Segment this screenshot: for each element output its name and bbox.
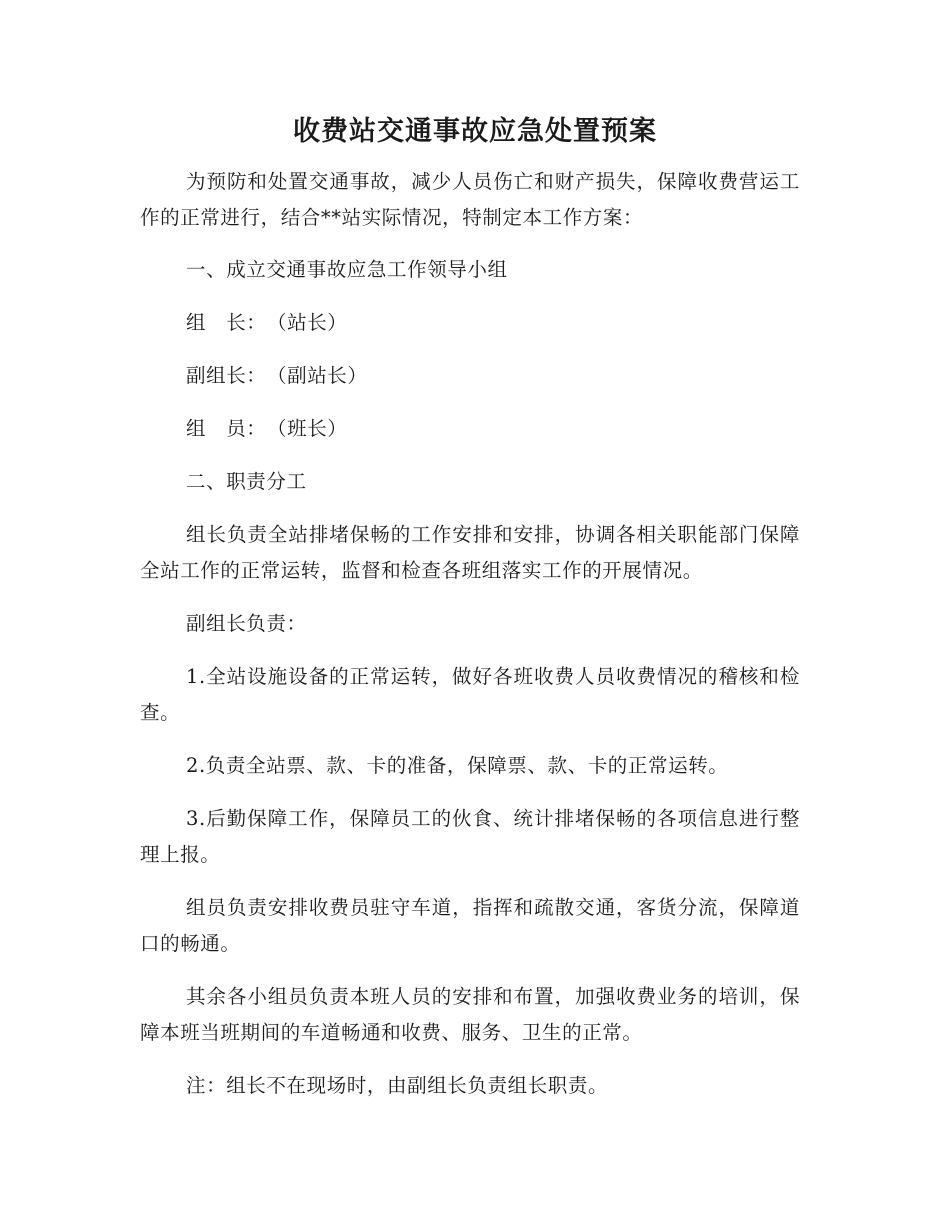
team-leader-line: 组 长： （站长） [186,311,348,334]
deputy-duty-item-3: 3.后勤保障工作，保障员工的伙食、统计排堵保畅的各项信息进行整理上报。 [140,807,800,866]
team-member-line: 组 员： （班长） [186,417,348,440]
deputy-duty-heading: 副组长负责： [186,612,307,635]
note-paragraph: 注：组长不在现场时，由副组长负责组长职责。 [186,1074,609,1097]
leader-duty-paragraph: 组长负责全站排堵保畅的工作安排和安排，协调各相关职能部门保障全站工作的正常运转，监督和检查各班组落实工作的开展情况。 [140,523,800,582]
section-heading-2: 二、职责分工 [186,470,307,493]
member-duty-paragraph: 组员负责安排收费员驻守车道，指挥和疏散交通，客货分流，保障道口的畅通。 [140,896,800,955]
section-heading-1: 一、成立交通事故应急工作领导小组 [186,258,508,281]
other-members-paragraph: 其余各小组员负责本班人员的安排和布置，加强收费业务的培训，保障本班当班期间的车道畅通和收费、服务、卫生的正常。 [140,985,800,1044]
deputy-duty-item-2: 2.负责全站票、款、卡的准备，保障票、款、卡的正常运转。 [186,754,729,777]
intro-paragraph: 为预防和处置交通事故，减少人员伤亡和财产损失，保障收费营运工作的正常进行，结合**站实际情况，特制定本工作方案： [140,170,800,229]
deputy-leader-line: 副组长： （副站长） [186,364,368,387]
document-title: 收费站交通事故应急处置预案 [293,116,657,147]
deputy-duty-item-1: 1.全站设施设备的正常运转，做好各班收费人员收费情况的稽核和检查。 [140,665,800,724]
